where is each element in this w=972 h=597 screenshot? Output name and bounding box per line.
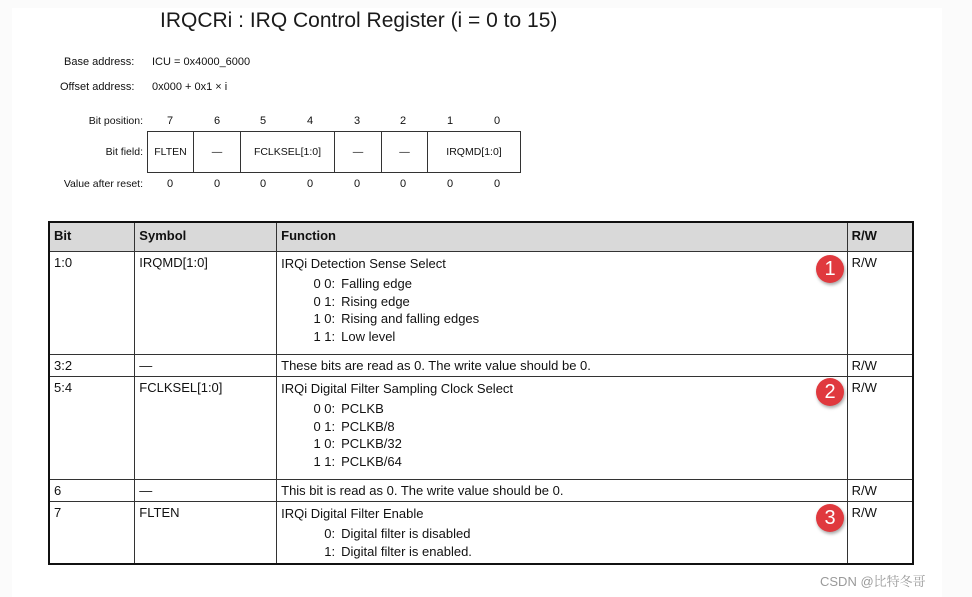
option-code: 1 0: xyxy=(313,311,336,326)
cell-rw: R/W xyxy=(847,252,913,355)
option-code: 1 1: xyxy=(313,453,336,469)
option-item xyxy=(307,453,842,471)
option-text: Digital filter is enabled. xyxy=(341,543,472,559)
bit-position: 4 xyxy=(306,115,314,127)
base-address-label: Base address: xyxy=(64,56,135,68)
function-title: IRQi Digital Filter Sampling Clock Select xyxy=(281,381,514,396)
annotation-badge-3: 3 xyxy=(816,504,844,532)
option-item xyxy=(307,435,842,453)
header-symbol: Symbol xyxy=(135,222,277,252)
watermark: CSDN @比特冬哥 xyxy=(820,574,926,589)
header-bit: Bit xyxy=(49,222,135,252)
bit-position: 1 xyxy=(446,115,454,127)
cell-function: These bits are read as 0. The write value should be 0. xyxy=(277,355,847,377)
option-code: 0 0: xyxy=(313,276,336,291)
bit-field-cell: — xyxy=(335,132,382,172)
register-description-table xyxy=(48,221,914,565)
table-row xyxy=(49,502,913,565)
option-item xyxy=(307,275,842,293)
cell-bit: 5:4 xyxy=(49,377,135,480)
bit-field-cell: IRQMD[1:0] xyxy=(446,146,502,158)
bit-field-label: Bit field: xyxy=(105,146,143,158)
annotation-badge-1: 1 xyxy=(816,255,844,283)
offset-address-label: Offset address: xyxy=(60,81,135,93)
option-code: 1 0: xyxy=(313,436,336,451)
function-title: IRQi Detection Sense Select xyxy=(281,256,446,271)
table-header-row xyxy=(49,222,913,252)
cell-function xyxy=(277,502,847,565)
option-code: 1 1: xyxy=(313,328,336,344)
option-text: Low level xyxy=(341,328,396,344)
bit-position: 6 xyxy=(213,115,221,127)
bit-position: 0 xyxy=(493,115,501,127)
option-code: 0: xyxy=(324,526,336,541)
option-item xyxy=(307,310,842,328)
bit-field-cell: FCLKSEL[1:0] xyxy=(241,132,335,172)
bit-field-diagram xyxy=(147,131,521,173)
cell-rw: R/W xyxy=(847,502,913,565)
reset-value: 0 xyxy=(446,178,454,190)
cell-rw: R/W xyxy=(847,480,913,502)
bit-position: 2 xyxy=(399,115,407,127)
option-text: PCLKB/64 xyxy=(341,453,402,469)
cell-function xyxy=(277,377,847,480)
option-code: 0 1: xyxy=(313,293,336,309)
cell-bit: 3:2 xyxy=(49,355,135,377)
base-address-value: ICU = 0x4000_6000 xyxy=(152,56,251,68)
bit-field-cell: — xyxy=(194,132,241,172)
cell-symbol: FCLKSEL[1:0] xyxy=(135,377,277,480)
cell-bit: 1:0 xyxy=(49,252,135,355)
option-item xyxy=(307,543,842,561)
cell-symbol: — xyxy=(135,480,277,502)
option-item xyxy=(307,293,842,311)
annotation-badge-2: 2 xyxy=(816,378,844,406)
option-text: Falling edge xyxy=(341,276,412,291)
option-text: Rising and falling edges xyxy=(341,311,480,326)
header-function: Function xyxy=(277,222,847,252)
reset-value: 0 xyxy=(306,178,314,190)
cell-bit: 6 xyxy=(49,480,135,502)
option-text: PCLKB/8 xyxy=(341,418,395,434)
reset-value-label: Value after reset: xyxy=(63,178,143,190)
option-text: Digital filter is disabled xyxy=(341,526,471,541)
cell-symbol: — xyxy=(135,355,277,377)
cell-rw: R/W xyxy=(847,355,913,377)
option-item xyxy=(307,328,842,346)
option-text: PCLKB/32 xyxy=(341,436,402,451)
option-item xyxy=(307,418,842,436)
reset-value: 0 xyxy=(213,178,221,190)
table-row xyxy=(49,355,913,377)
option-item xyxy=(307,525,842,543)
table-row xyxy=(49,377,913,480)
offset-address-value: 0x000 + 0x1 × i xyxy=(152,81,228,93)
reset-value: 0 xyxy=(353,178,361,190)
bit-field-cell: — xyxy=(382,132,428,172)
bit-field-cell: FLTEN xyxy=(148,132,194,172)
cell-symbol: IRQMD[1:0] xyxy=(135,252,277,355)
reset-value: 0 xyxy=(166,178,174,190)
cell-function: This bit is read as 0. The write value should be 0. xyxy=(277,480,847,502)
register-title: IRQCRi : IRQ Control Register (i = 0 to 15) xyxy=(160,9,558,32)
option-text: Rising edge xyxy=(341,293,410,309)
table-row xyxy=(49,480,913,502)
bit-position: 7 xyxy=(166,115,174,127)
reset-value: 0 xyxy=(259,178,267,190)
cell-bit: 7 xyxy=(49,502,135,565)
bit-position: 5 xyxy=(259,115,267,127)
option-code: 0 0: xyxy=(313,401,336,416)
bit-position: 3 xyxy=(353,115,361,127)
cell-symbol: FLTEN xyxy=(135,502,277,565)
option-text: PCLKB xyxy=(341,401,384,416)
cell-function xyxy=(277,252,847,355)
header-rw: R/W xyxy=(847,222,913,252)
option-code: 1: xyxy=(324,543,336,559)
option-item xyxy=(307,400,842,418)
function-title: IRQi Digital Filter Enable xyxy=(281,506,424,521)
option-code: 0 1: xyxy=(313,418,336,434)
table-row xyxy=(49,252,913,355)
cell-rw: R/W xyxy=(847,377,913,480)
reset-value: 0 xyxy=(399,178,407,190)
reset-value: 0 xyxy=(493,178,501,190)
bit-position-label: Bit position: xyxy=(88,115,143,127)
